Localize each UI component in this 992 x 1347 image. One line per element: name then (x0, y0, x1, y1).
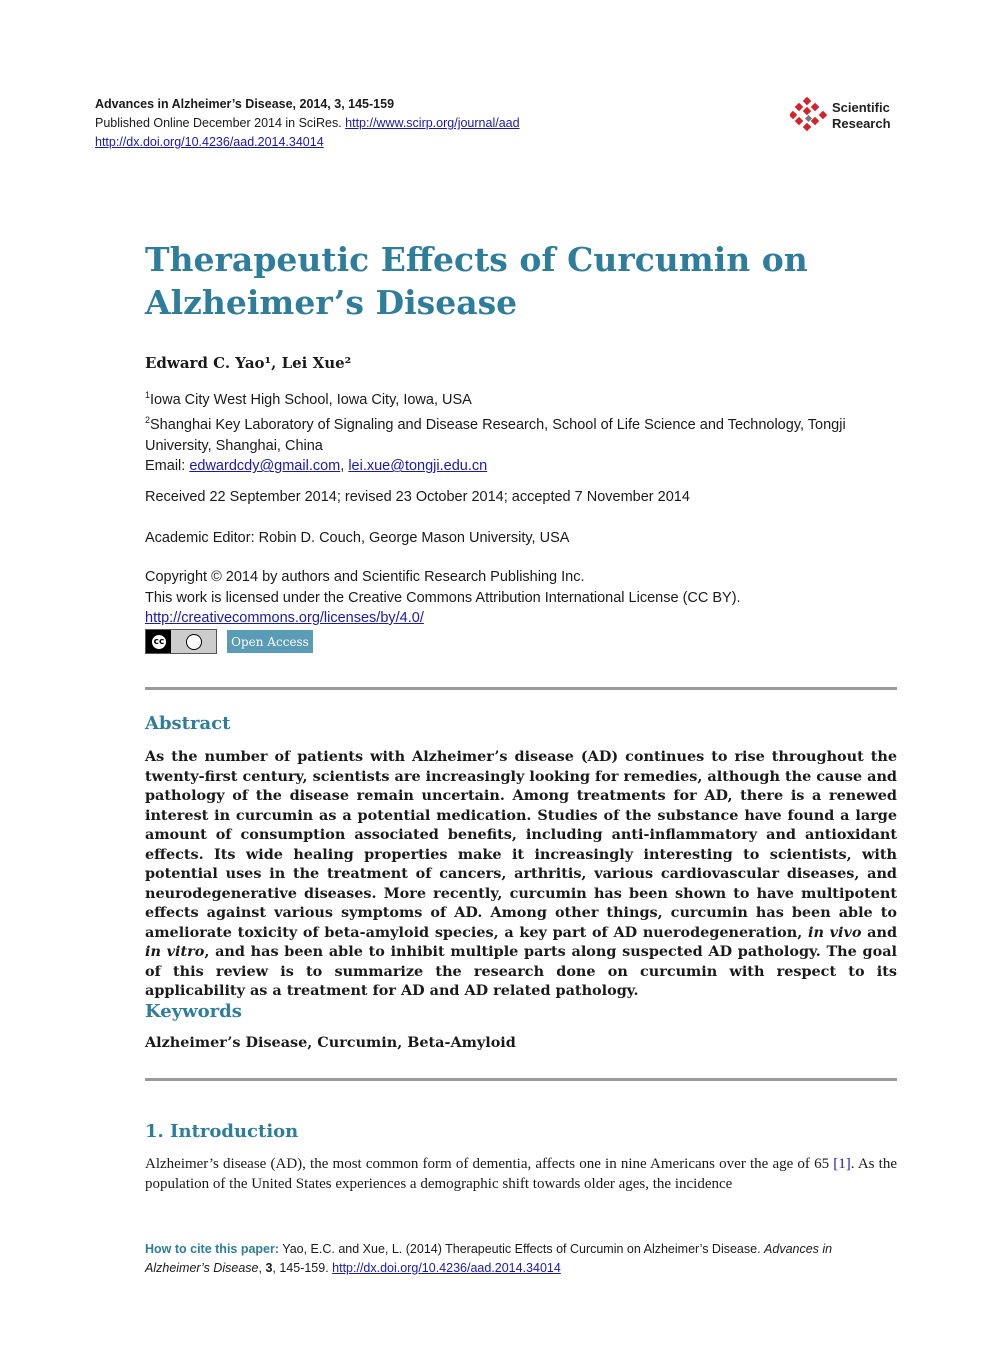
cite-separator: , (258, 1261, 266, 1275)
license-line: This work is licensed under the Creative Commons Attribution International License (CC BY). (145, 590, 741, 606)
divider-bottom (145, 1078, 897, 1081)
affil-marker-1: 1 (145, 390, 151, 400)
introduction-body (145, 1154, 897, 1194)
abstract-body (145, 747, 897, 1001)
copyright-line: Copyright © 2014 by authors and Scientific Research Publishing Inc. (145, 569, 585, 585)
email-link-2[interactable]: lei.xue@tongji.edu.cn (348, 458, 488, 475)
license-url-link[interactable]: http://creativecommons.org/licenses/by/4.0/ (145, 610, 424, 626)
open-access-badge: Open Access (227, 630, 313, 653)
abstract-italic-in-vitro: in vitro (145, 943, 205, 960)
cite-text: Yao, E.C. and Xue, L. (2014) Therapeutic Effects of Curcumin on Alzheimer’s Disease. (279, 1242, 765, 1256)
logo-line-1: Scientific (832, 100, 890, 115)
logo-line-2: Research (832, 116, 891, 131)
doi-link[interactable]: http://dx.doi.org/10.4236/aad.2014.34014 (95, 135, 324, 149)
affiliation-2 (145, 410, 897, 456)
abstract-and: and (861, 923, 898, 941)
email-separator: , (340, 458, 349, 475)
affil-text-1: Iowa City West High School, Iowa City, Iowa, USA (150, 391, 472, 408)
cite-journal: Advances in Alzheimer’s Disease (145, 1242, 833, 1275)
received-dates: Received 22 September 2014; revised 23 October 2014; accepted 7 November 2014 (145, 489, 690, 505)
logo-diamonds-icon (790, 96, 830, 136)
cite-pages: , 145-159. (272, 1261, 333, 1275)
scientific-research-logo (790, 96, 900, 136)
cc-by-license-badge[interactable] (145, 629, 217, 654)
cc-icon: cc (150, 633, 168, 651)
affiliations (145, 385, 897, 477)
abstract-part-1: As the number of patients with Alzheimer’s disease (AD) continues to rise throughout the twenty-first century, scientists are increasingly looking for remedies, although the cause and pathology of the disease remain uncertain. Among treatments for AD, there is a renewed interest in curcumin as a potential medication. Studies of the substance have found a large amount of consumption associated benefits, including anti-inflammatory and antioxidant effects. Its wide healing properties make it increasingly interesting to scientists, with potential uses in the treatment of cancers, arthritis, various cardiovascular diseases, and neurodegenerative diseases. More recently, curcumin has been shown to have multipotent effects against various symptoms of AD. Among other things, curcumin has been able to ameliorate toxicity of beta-amyloid species, a key part of AD nuerodegeneration, (145, 748, 897, 941)
keywords-list: Alzheimer’s Disease, Curcumin, Beta-Amyloid (145, 1034, 516, 1051)
email-link-1[interactable]: edwardcdy@gmail.com (189, 458, 341, 475)
keywords-heading: Keywords (145, 1001, 242, 1022)
email-line (145, 456, 897, 477)
published-text: Published Online December 2014 in SciRes. (95, 116, 342, 130)
divider-top (145, 687, 897, 690)
how-to-cite (145, 1240, 897, 1278)
cite-volume: 3 (265, 1261, 273, 1275)
paper-title: Therapeutic Effects of Curcumin on Alzheimer’s Disease (145, 240, 808, 322)
journal-citation-line: Advances in Alzheimer’s Disease, 2014, 3, 145-159 (95, 97, 395, 111)
introduction-heading: 1. Introduction (145, 1121, 299, 1142)
logo-text (832, 100, 891, 132)
cite-label: How to cite this paper: (145, 1242, 280, 1256)
reference-link-1[interactable]: [1] (833, 1156, 851, 1172)
intro-text-2: . As the population of the United States experiences a demographic shift towards older ages, the incidence (145, 1156, 897, 1192)
affiliation-1 (145, 385, 897, 410)
journal-url-link[interactable]: http://www.scirp.org/journal/aad (345, 116, 520, 130)
intro-text-1: Alzheimer’s disease (AD), the most common form of dementia, affects one in nine Americans over the age of 65 (145, 1156, 834, 1172)
publication-line (95, 114, 520, 133)
academic-editor: Academic Editor: Robin D. Couch, George Mason University, USA (145, 530, 570, 546)
abstract-italic-in-vivo: in vivo (807, 923, 862, 941)
email-label: Email: (145, 458, 190, 475)
person-icon (186, 634, 202, 650)
authors: Edward C. Yao¹, Lei Xue² (145, 354, 352, 372)
affil-text-2: Shanghai Key Laboratory of Signaling and Disease Research, School of Life Science and Technology, Tongji University, Shanghai, China (145, 417, 846, 454)
abstract-part-2: , and has been able to inhibit multiple parts along suspected AD pathology. The goal of this review is to summarize the research done on curcumin with respect to its applicability as a treatment for AD and AD related pathology. (145, 943, 897, 999)
affil-marker-2: 2 (145, 415, 151, 426)
by-icon (171, 630, 216, 653)
abstract-heading: Abstract (145, 713, 231, 734)
cite-doi-link[interactable]: http://dx.doi.org/10.4236/aad.2014.34014 (332, 1261, 561, 1275)
journal-header (95, 95, 520, 152)
